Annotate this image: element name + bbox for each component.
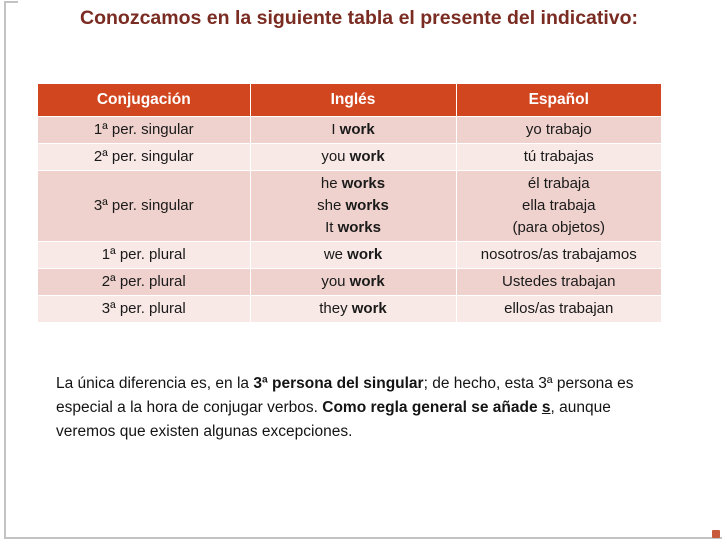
explanation-note: [56, 372, 728, 444]
english-form: [251, 217, 456, 239]
note-line-3: veremos que existen algunas excepciones.: [56, 423, 353, 440]
spanish-form: tú trabajas: [523, 148, 594, 165]
slide-title: Conozcamos en la siguiente tabla el presente del indicativo:: [80, 7, 639, 29]
note-rule: Como regla general se añade: [322, 399, 542, 416]
note-suffix-s: s: [541, 399, 551, 416]
cell-person: 1ª per. plural: [38, 242, 250, 269]
cell-english: [250, 117, 456, 144]
table-header-row: [38, 84, 661, 117]
english-pronoun: he: [320, 175, 342, 192]
english-form: [251, 298, 456, 320]
cell-spanish: [456, 144, 661, 171]
cell-english: [250, 144, 456, 171]
cell-person: 1ª per. singular: [38, 117, 250, 144]
note-line-2: [56, 396, 728, 420]
note-emphasis: 3ª persona del singular: [253, 375, 424, 392]
english-form: [251, 119, 456, 141]
english-pronoun: you: [321, 148, 350, 165]
table-row: [38, 296, 661, 323]
table-row: [38, 144, 661, 171]
header-espanol: Español: [456, 84, 661, 117]
note-text: especial a la hora de conjugar verbos.: [56, 399, 323, 416]
cell-spanish: [456, 269, 661, 296]
note-text: ; de hecho, esta 3ª persona es: [423, 375, 634, 392]
cell-person: 2ª per. singular: [38, 144, 250, 171]
cell-english: [250, 171, 456, 242]
header-conjugacion: Conjugación: [38, 84, 250, 117]
cell-spanish: [456, 296, 661, 323]
spanish-form: él trabaja: [527, 175, 590, 192]
spanish-form: Ustedes trabajan: [502, 273, 616, 290]
english-verb: works: [337, 219, 381, 236]
english-form: [251, 271, 456, 293]
cell-person: 2ª per. plural: [38, 269, 250, 296]
cell-person: 3ª per. plural: [38, 296, 250, 323]
table-row: [38, 269, 661, 296]
english-pronoun: It: [325, 219, 338, 236]
note-text: La única diferencia es, en la: [56, 375, 254, 392]
english-verb: work: [351, 300, 387, 317]
table-row: [38, 242, 661, 269]
conjugation-table: [38, 84, 661, 322]
english-pronoun: she: [317, 197, 346, 214]
english-form: [251, 195, 456, 217]
english-verb: work: [339, 121, 375, 138]
table-row: [38, 171, 661, 242]
english-form: [251, 146, 456, 168]
english-verb: works: [341, 175, 386, 192]
spanish-form: nosotros/as trabajamos: [480, 246, 637, 263]
english-verb: work: [349, 148, 385, 165]
english-pronoun: you: [321, 273, 350, 290]
cell-english: [250, 296, 456, 323]
english-form: [251, 244, 456, 266]
spanish-form: ella trabaja: [522, 197, 596, 214]
english-verb: works: [345, 197, 389, 214]
english-verb: work: [347, 246, 383, 263]
english-pronoun: I: [331, 121, 340, 138]
cell-spanish: [456, 117, 661, 144]
english-verb: work: [349, 273, 385, 290]
cell-spanish: [456, 242, 661, 269]
note-text: , aunque: [550, 399, 611, 416]
cell-person: 3ª per. singular: [38, 171, 250, 242]
note-line-1: [56, 372, 728, 396]
cell-english: [250, 242, 456, 269]
english-pronoun: we: [323, 246, 348, 263]
spanish-form: (para objetos): [512, 219, 606, 236]
corner-marker: [712, 530, 720, 538]
english-form: [251, 173, 456, 195]
table-row: [38, 117, 661, 144]
header-ingles: Inglés: [250, 84, 456, 117]
cell-spanish: [456, 171, 661, 242]
spanish-form: yo trabajo: [525, 121, 592, 138]
cell-english: [250, 269, 456, 296]
english-pronoun: they: [319, 300, 352, 317]
spanish-form: ellos/as trabajan: [504, 300, 614, 317]
